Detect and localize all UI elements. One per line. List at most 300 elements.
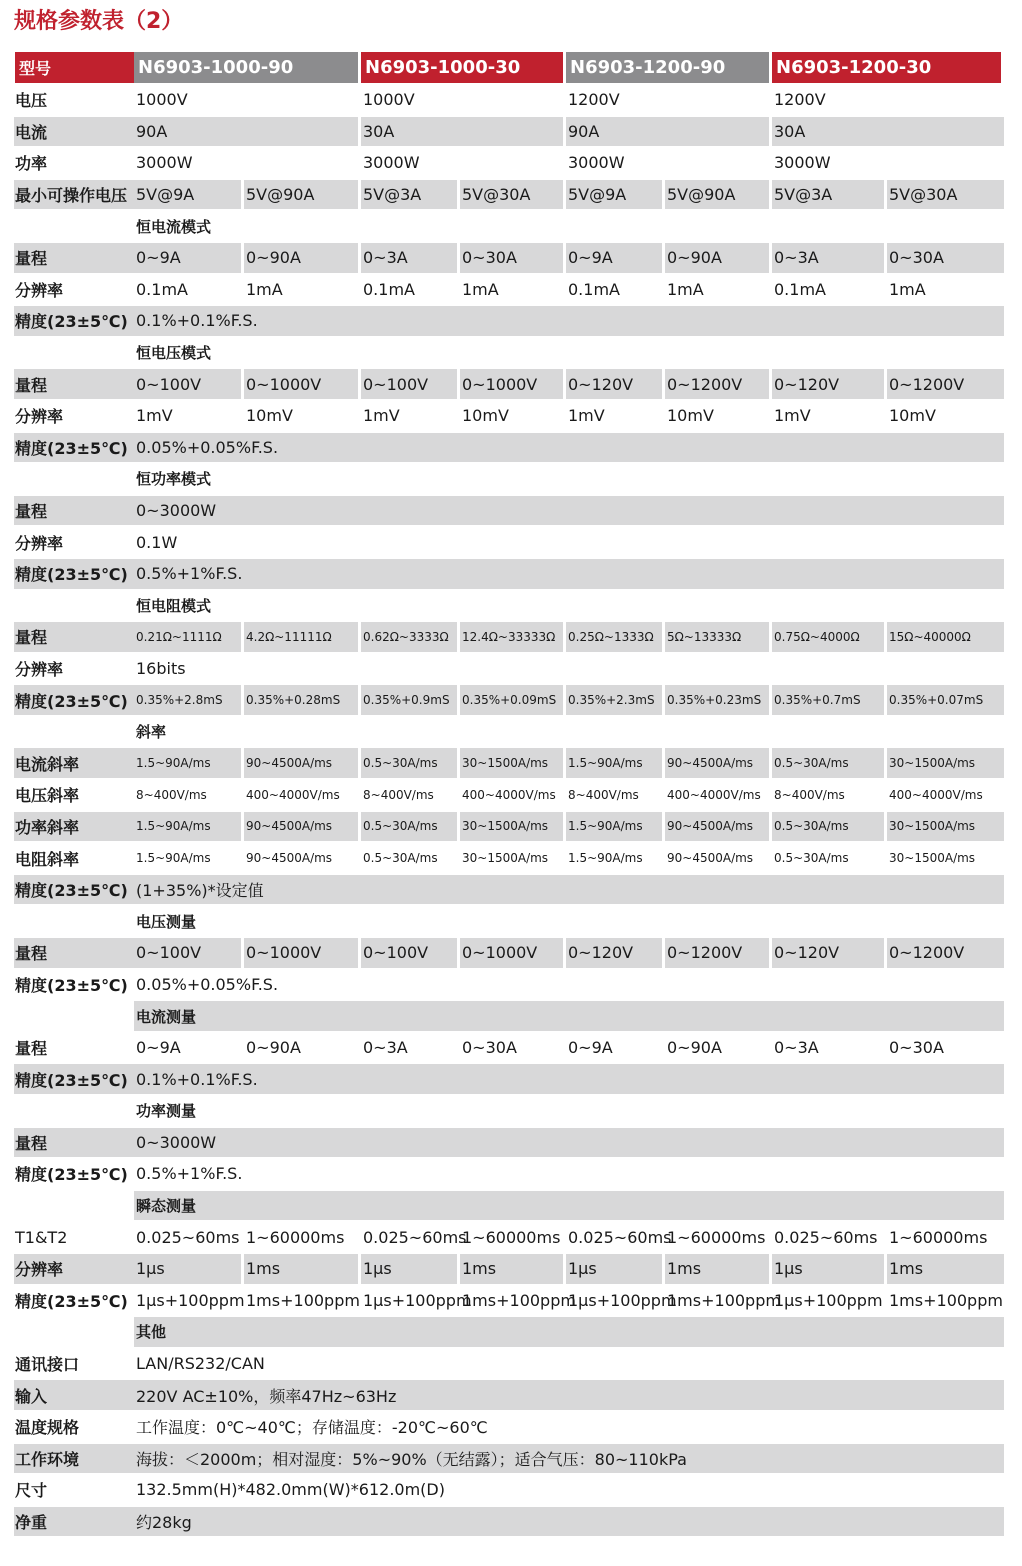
value-cell: 0.5~30A/ms	[363, 819, 438, 834]
column-separator	[884, 938, 887, 968]
row-label: 精度(23±5℃)	[15, 691, 128, 711]
spec-row	[14, 779, 1004, 811]
column-separator	[457, 1254, 460, 1284]
row-label: 电压斜率	[15, 786, 80, 806]
row-label: 电流斜率	[15, 754, 80, 774]
row-label: T1&T2	[15, 1227, 68, 1247]
value-cell: 0~120V	[568, 374, 634, 394]
column-separator	[457, 938, 460, 968]
value-cell: 1ms+100ppm	[462, 1290, 576, 1310]
column-separator	[662, 748, 665, 778]
value-cell: 0~100V	[136, 374, 202, 394]
value-cell: 1mA	[246, 279, 283, 299]
column-separator	[662, 812, 665, 842]
value-cell: 5V@30A	[889, 185, 958, 205]
row-label: 分辨率	[15, 1260, 64, 1280]
model-value-cell: 1200V	[774, 90, 826, 110]
spec-row	[14, 526, 1004, 558]
column-separator	[457, 180, 460, 210]
column-separator	[241, 243, 244, 273]
value-cell: 400~4000V/ms	[246, 787, 340, 802]
row-label: 功率斜率	[15, 817, 80, 837]
value-cell: 0.21Ω~1111Ω	[136, 629, 222, 644]
column-separator	[563, 117, 566, 147]
spec-row	[14, 621, 1004, 653]
value-cell: 0~90A	[246, 1038, 301, 1058]
value-cell: 30~1500A/ms	[889, 756, 976, 771]
column-separator	[769, 1254, 772, 1284]
value-cell: 0~120V	[568, 943, 634, 963]
value-cell: 5V@30A	[462, 185, 531, 205]
section-title: 恒电流模式	[136, 217, 212, 236]
model-header-n6903-1200-30: N6903-1200-30	[772, 52, 1001, 83]
model-value-cell: 3000W	[568, 153, 625, 173]
value-cell: 海拔：＜2000m；相对湿度：5%~90%（无结露）；适合气压：80~110kPa	[136, 1449, 687, 1469]
value-cell: 1mV	[136, 406, 173, 426]
section-row	[14, 1095, 1004, 1127]
value-cell: 5V@3A	[774, 185, 833, 205]
model-value-cell: 90A	[568, 121, 600, 141]
value-cell: 1.5~90A/ms	[136, 819, 211, 834]
spec-row	[14, 1063, 1004, 1095]
value-cell: 0~3000W	[136, 1132, 217, 1152]
value-cell: 0.5~30A/ms	[774, 756, 849, 771]
column-separator	[884, 243, 887, 273]
section-title: 斜率	[136, 723, 167, 742]
model-header-n6903-1000-30: N6903-1000-30	[361, 52, 563, 83]
column-separator	[769, 369, 772, 399]
value-cell: 0.1%+0.1%F.S.	[136, 1069, 258, 1089]
value-cell: 0.025~60ms	[363, 1227, 467, 1247]
value-cell: 0.025~60ms	[136, 1227, 240, 1247]
row-label: 最小可操作电压	[15, 186, 128, 206]
column-separator	[662, 1254, 665, 1284]
column-separator	[358, 622, 361, 652]
value-cell: 0~3A	[363, 1038, 408, 1058]
spec-table	[14, 51, 1004, 1537]
spec-row	[14, 1506, 1004, 1538]
value-cell: 0.62Ω~3333Ω	[363, 629, 449, 644]
section-title: 其他	[136, 1323, 167, 1342]
column-separator	[769, 748, 772, 778]
value-cell: 1μs+100ppm	[363, 1290, 472, 1310]
spec-row	[14, 558, 1004, 590]
value-cell: 1ms+100ppm	[889, 1290, 1003, 1310]
value-cell: 90~4500A/ms	[667, 819, 754, 834]
column-separator	[358, 117, 361, 147]
value-cell: 90~4500A/ms	[246, 756, 333, 771]
value-cell: 4.2Ω~11111Ω	[246, 629, 332, 644]
value-cell: 0.5~30A/ms	[363, 851, 438, 866]
column-separator	[457, 243, 460, 273]
value-cell: 1~60000ms	[667, 1227, 766, 1247]
column-separator	[662, 369, 665, 399]
value-cell: 1μs+100ppm	[774, 1290, 883, 1310]
section-row	[14, 1000, 1004, 1032]
spec-row	[14, 1127, 1004, 1159]
column-separator	[241, 180, 244, 210]
spec-row	[14, 969, 1004, 1001]
row-label: 精度(23±5℃)	[15, 1165, 128, 1185]
row-label: 精度(23±5℃)	[15, 312, 128, 332]
spec-row	[14, 368, 1004, 400]
value-cell: 30~1500A/ms	[889, 851, 976, 866]
value-cell: 5V@9A	[568, 185, 627, 205]
value-cell: 1.5~90A/ms	[568, 756, 643, 771]
value-cell: 30~1500A/ms	[462, 851, 549, 866]
row-label: 净重	[15, 1513, 48, 1533]
value-cell: 0~9A	[136, 248, 181, 268]
value-cell: 0.1mA	[774, 279, 826, 299]
model-value-cell: 30A	[774, 121, 806, 141]
value-cell: 90~4500A/ms	[246, 851, 333, 866]
value-cell: 8~400V/ms	[136, 787, 207, 802]
column-separator	[769, 243, 772, 273]
row-label: 温度规格	[15, 1418, 80, 1438]
column-separator	[662, 622, 665, 652]
value-cell: 1μs+100ppm	[136, 1290, 245, 1310]
row-label: 分辨率	[15, 659, 64, 679]
column-separator	[358, 748, 361, 778]
page-title: 规格参数表（2）	[14, 9, 184, 34]
model-value-cell: 1000V	[136, 90, 188, 110]
column-separator	[769, 812, 772, 842]
value-cell: 0~100V	[363, 374, 429, 394]
value-cell: 0~120V	[774, 943, 840, 963]
value-cell: 0.5%+1%F.S.	[136, 1164, 243, 1184]
value-cell: 0~1000V	[462, 374, 538, 394]
value-cell: 0.35%+0.9mS	[363, 693, 450, 708]
value-cell: 1~60000ms	[889, 1227, 988, 1247]
spec-row	[14, 684, 1004, 716]
spec-row	[14, 495, 1004, 527]
model-value-cell: 1000V	[363, 90, 415, 110]
value-cell: 1~60000ms	[246, 1227, 345, 1247]
section-row	[14, 590, 1004, 622]
value-cell: 0.025~60ms	[568, 1227, 672, 1247]
column-separator	[241, 1254, 244, 1284]
value-cell: 0.05%+0.05%F.S.	[136, 437, 279, 457]
spec-row	[14, 116, 1004, 148]
row-label: 量程	[15, 249, 48, 269]
column-separator	[358, 180, 361, 210]
value-cell: 10mV	[889, 406, 936, 426]
section-title: 电压测量	[136, 912, 197, 931]
value-cell: 0~90A	[246, 248, 301, 268]
spec-row	[14, 842, 1004, 874]
column-separator	[884, 1254, 887, 1284]
column-separator	[662, 938, 665, 968]
column-separator	[241, 812, 244, 842]
value-cell: 8~400V/ms	[568, 787, 639, 802]
spec-row	[14, 811, 1004, 843]
value-cell: 5V@9A	[136, 185, 195, 205]
value-cell: 0.5~30A/ms	[774, 819, 849, 834]
value-cell: 1ms+100ppm	[667, 1290, 781, 1310]
column-separator	[563, 369, 566, 399]
value-cell: 1ms	[889, 1259, 924, 1279]
value-cell: 0~90A	[667, 1038, 722, 1058]
column-separator	[563, 1254, 566, 1284]
row-label: 精度(23±5℃)	[15, 1291, 128, 1311]
spec-row	[14, 274, 1004, 306]
value-cell: 5V@90A	[246, 185, 315, 205]
section-title: 功率测量	[136, 1102, 197, 1121]
value-cell: 1.5~90A/ms	[568, 819, 643, 834]
value-cell: 15Ω~40000Ω	[889, 629, 971, 644]
spec-row	[14, 1379, 1004, 1411]
value-cell: 0~3A	[774, 1038, 819, 1058]
spec-row	[14, 305, 1004, 337]
value-cell: 0~9A	[568, 248, 613, 268]
row-label: 电压	[15, 91, 48, 111]
value-cell: 0.35%+0.7mS	[774, 693, 861, 708]
row-label: 精度(23±5℃)	[15, 565, 128, 585]
value-cell: 0~1200V	[667, 374, 743, 394]
value-cell: 1mA	[462, 279, 499, 299]
model-header-row	[14, 51, 1004, 84]
row-label: 精度(23±5℃)	[15, 438, 128, 458]
value-cell: 0.025~60ms	[774, 1227, 878, 1247]
column-separator	[358, 1254, 361, 1284]
value-cell: 0.35%+0.23mS	[667, 693, 762, 708]
value-cell: 1mA	[889, 279, 926, 299]
column-separator	[457, 812, 460, 842]
column-separator	[769, 938, 772, 968]
column-separator	[769, 622, 772, 652]
value-cell: 90~4500A/ms	[667, 756, 754, 771]
section-title: 恒电阻模式	[136, 596, 212, 615]
value-cell: 0~3A	[774, 248, 819, 268]
column-separator	[241, 369, 244, 399]
column-separator	[563, 685, 566, 715]
value-cell: 1mA	[667, 279, 704, 299]
row-label: 分辨率	[15, 407, 64, 427]
value-cell: 5V@3A	[363, 185, 422, 205]
section-title: 瞬态测量	[136, 1197, 197, 1216]
spec-row	[14, 937, 1004, 969]
value-cell: 0~1000V	[246, 374, 322, 394]
value-cell: 1ms	[246, 1259, 281, 1279]
value-cell: 0.1W	[136, 532, 178, 552]
column-separator	[884, 369, 887, 399]
value-cell: 1μs	[136, 1259, 165, 1279]
spec-row	[14, 1411, 1004, 1443]
section-title: 恒功率模式	[136, 470, 212, 489]
row-label: 通讯接口	[15, 1355, 80, 1375]
row-label: 量程	[15, 502, 48, 522]
value-cell: 0~3000W	[136, 501, 217, 521]
column-separator	[662, 180, 665, 210]
value-cell: 5Ω~13333Ω	[667, 629, 742, 644]
value-cell: 400~4000V/ms	[889, 787, 983, 802]
model-value-cell: 90A	[136, 121, 168, 141]
section-title: 恒电压模式	[136, 344, 212, 363]
value-cell: 1mV	[774, 406, 811, 426]
value-cell: 10mV	[462, 406, 509, 426]
value-cell: 0.1%+0.1%F.S.	[136, 311, 258, 331]
column-separator	[662, 685, 665, 715]
value-cell: 0~100V	[136, 943, 202, 963]
value-cell: 1μs	[568, 1259, 597, 1279]
row-label: 分辨率	[15, 280, 64, 300]
column-separator	[457, 622, 460, 652]
row-label: 电阻斜率	[15, 849, 80, 869]
row-label: 量程	[15, 944, 48, 964]
row-label: 工作环境	[15, 1449, 80, 1469]
value-cell: 0~1200V	[889, 943, 965, 963]
spec-row	[14, 84, 1004, 116]
column-separator	[241, 685, 244, 715]
value-cell: 1μs	[774, 1259, 803, 1279]
value-cell: 0~1000V	[462, 943, 538, 963]
section-row	[14, 1190, 1004, 1222]
column-separator	[769, 180, 772, 210]
spec-row	[14, 747, 1004, 779]
column-separator	[457, 748, 460, 778]
column-separator	[241, 938, 244, 968]
value-cell: 0.35%+0.09mS	[462, 693, 557, 708]
row-label: 输入	[15, 1386, 48, 1406]
column-separator	[358, 243, 361, 273]
model-header-n6903-1200-90: N6903-1200-90	[566, 52, 769, 83]
value-cell: 1ms+100ppm	[246, 1290, 360, 1310]
value-cell: 8~400V/ms	[363, 787, 434, 802]
value-cell: 约28kg	[136, 1513, 192, 1533]
spec-row	[14, 874, 1004, 906]
value-cell: 工作温度：0℃~40℃；存储温度：-20℃~60℃	[136, 1418, 488, 1438]
value-cell: 0~9A	[136, 1038, 181, 1058]
value-cell: 30~1500A/ms	[889, 819, 976, 834]
value-cell: 90~4500A/ms	[246, 819, 333, 834]
value-cell: 1μs+100ppm	[568, 1290, 677, 1310]
column-separator	[241, 622, 244, 652]
row-label: 尺寸	[15, 1481, 48, 1501]
spec-row	[14, 242, 1004, 274]
value-cell: 0~30A	[889, 1038, 944, 1058]
value-cell: 1.5~90A/ms	[568, 851, 643, 866]
row-label: 量程	[15, 628, 48, 648]
column-separator	[884, 812, 887, 842]
value-cell: 1ms	[667, 1259, 702, 1279]
model-value-cell: 1200V	[568, 90, 620, 110]
value-cell: 0~30A	[462, 1038, 517, 1058]
value-cell: 132.5mm(H)*482.0mm(W)*612.0m(D)	[136, 1480, 445, 1500]
column-separator	[563, 812, 566, 842]
value-cell: 0~30A	[462, 248, 517, 268]
spec-row	[14, 653, 1004, 685]
row-label: 精度(23±5℃)	[15, 881, 128, 901]
column-separator	[457, 685, 460, 715]
value-cell: 0.35%+0.28mS	[246, 693, 341, 708]
value-cell: 1mV	[363, 406, 400, 426]
value-cell: 90~4500A/ms	[667, 851, 754, 866]
value-cell: 16bits	[136, 658, 186, 678]
model-header-n6903-1000-90: N6903-1000-90	[134, 52, 358, 83]
section-row	[14, 905, 1004, 937]
spec-row	[14, 400, 1004, 432]
spec-row	[14, 1032, 1004, 1064]
spec-row	[14, 1443, 1004, 1475]
column-separator	[884, 685, 887, 715]
section-row	[14, 716, 1004, 748]
value-cell: 0.75Ω~4000Ω	[774, 629, 860, 644]
section-row	[14, 463, 1004, 495]
value-cell: 10mV	[246, 406, 293, 426]
column-separator	[358, 369, 361, 399]
value-cell: 0.35%+2.8mS	[136, 693, 223, 708]
value-cell: 0~100V	[363, 943, 429, 963]
column-separator	[662, 243, 665, 273]
value-cell: 220V AC±10%，频率47Hz~63Hz	[136, 1386, 397, 1406]
spec-row	[14, 1348, 1004, 1380]
value-cell: 0~120V	[774, 374, 840, 394]
value-cell: 0.05%+0.05%F.S.	[136, 974, 279, 994]
value-cell: 1~60000ms	[462, 1227, 561, 1247]
model-value-cell: 3000W	[136, 153, 193, 173]
value-cell: 0~3A	[363, 248, 408, 268]
value-cell: 0.5~30A/ms	[363, 756, 438, 771]
section-title: 电流测量	[136, 1007, 197, 1026]
value-cell: 1μs	[363, 1259, 392, 1279]
value-cell: 30~1500A/ms	[462, 819, 549, 834]
column-separator	[563, 243, 566, 273]
model-value-cell: 3000W	[774, 153, 831, 173]
model-header-label: 型号	[15, 52, 135, 83]
value-cell: 400~4000V/ms	[462, 787, 556, 802]
value-cell: 5V@90A	[667, 185, 736, 205]
value-cell: 0~1200V	[889, 374, 965, 394]
row-label: 量程	[15, 1133, 48, 1153]
value-cell: 8~400V/ms	[774, 787, 845, 802]
section-row	[14, 210, 1004, 242]
value-cell: 0~90A	[667, 248, 722, 268]
column-separator	[358, 685, 361, 715]
column-separator	[769, 117, 772, 147]
value-cell: 1.5~90A/ms	[136, 756, 211, 771]
column-separator	[563, 180, 566, 210]
column-separator	[884, 748, 887, 778]
spec-row	[14, 147, 1004, 179]
column-separator	[563, 748, 566, 778]
value-cell: (1+35%)*设定值	[136, 881, 264, 901]
section-row	[14, 1316, 1004, 1348]
value-cell: 30~1500A/ms	[462, 756, 549, 771]
row-label: 精度(23±5℃)	[15, 975, 128, 995]
column-separator	[884, 622, 887, 652]
spec-row	[14, 1221, 1004, 1253]
row-label: 量程	[15, 375, 48, 395]
column-separator	[884, 180, 887, 210]
value-cell: LAN/RS232/CAN	[136, 1354, 265, 1374]
value-cell: 0.1mA	[363, 279, 415, 299]
column-separator	[358, 812, 361, 842]
value-cell: 12.4Ω~33333Ω	[462, 629, 556, 644]
value-cell: 0~1000V	[246, 943, 322, 963]
spec-row	[14, 1285, 1004, 1317]
spec-row	[14, 1474, 1004, 1506]
model-value-cell: 3000W	[363, 153, 420, 173]
column-separator	[241, 748, 244, 778]
value-cell: 0.35%+2.3mS	[568, 693, 655, 708]
value-cell: 0~1200V	[667, 943, 743, 963]
value-cell: 10mV	[667, 406, 714, 426]
section-row	[14, 337, 1004, 369]
value-cell: 0.5~30A/ms	[774, 851, 849, 866]
spec-row	[14, 432, 1004, 464]
column-separator	[457, 369, 460, 399]
row-label: 精度(23±5℃)	[15, 1070, 128, 1090]
